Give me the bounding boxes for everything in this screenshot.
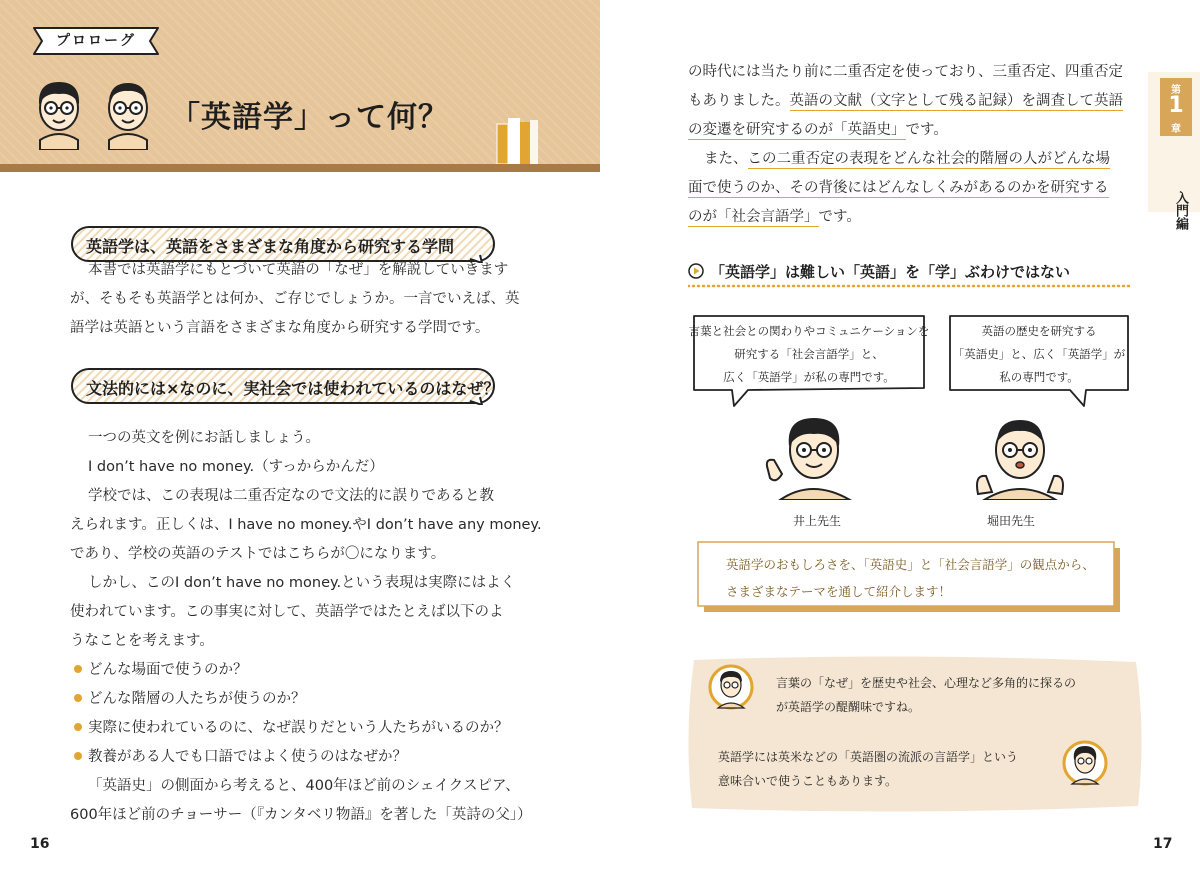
character-name: 堀田先生 bbox=[987, 514, 1036, 528]
chat-line: が英語学の醍醐味ですね。 bbox=[776, 700, 921, 714]
paragraph-line: うなことを考えます。 bbox=[70, 633, 214, 649]
list-item: どんな場面で使うのか？ bbox=[74, 656, 248, 685]
paragraph-line: が、そもそも英語学とは何か、ご存じでしょうか。一言でいえば、英 bbox=[70, 291, 520, 307]
paragraph-line: であり、学校の英語のテストではこちらが〇になります。 bbox=[70, 546, 446, 562]
summary-line: 英語学のおもしろさを、「英語史」と「社会言語学」の観点から、 bbox=[726, 557, 1095, 572]
paragraph-line: 語学は英語という言語をさまざまな角度から研究する学問です。 bbox=[70, 320, 490, 336]
professor-face-icon bbox=[28, 70, 90, 150]
book-stack-icon bbox=[495, 118, 555, 164]
bullet-dot-icon bbox=[74, 752, 82, 760]
dotted-divider bbox=[688, 284, 1130, 288]
paragraph-line: 「英語史」の側面から考えると、400年ほど前のシェイクスピア、 bbox=[88, 778, 520, 794]
paragraph-line: しかし、このI don’t have no money.という表現は実際にはよく bbox=[88, 575, 516, 591]
list-item: どんな階層の人たちが使うのか？ bbox=[74, 685, 306, 714]
professor-face-icon bbox=[97, 70, 159, 150]
subhead-1: 英語学は、英語をさまざまな角度から研究する学問 bbox=[86, 237, 455, 256]
professor-face-icon bbox=[762, 404, 862, 500]
summary-line: さまざまなテーマを通して紹介します！ bbox=[726, 584, 952, 599]
paragraph-line: の変遷を研究するのが「英語史」です。 bbox=[688, 122, 948, 138]
paragraph-line: I don’t have no money.（すっからかんだ） bbox=[88, 459, 384, 475]
paragraph-line: 一つの英文を例にお話しましょう。 bbox=[88, 430, 320, 446]
avatar bbox=[1062, 740, 1108, 786]
summary-box bbox=[696, 540, 1122, 614]
list-item: 教養がある人でも口語ではよく使うのはなぜか？ bbox=[74, 743, 407, 772]
character-name: 井上先生 bbox=[793, 514, 842, 528]
banner-label: プロローグ bbox=[56, 33, 136, 49]
professor-face-icon bbox=[970, 404, 1070, 500]
paragraph-line: のが「社会言語学」です。 bbox=[688, 209, 861, 225]
page-number: 17 bbox=[1153, 836, 1173, 852]
bubble-line: 言葉と社会との関わりやコミュニケーションを bbox=[688, 324, 930, 338]
bubble-line: 研究する「社会言語学」と、 bbox=[734, 347, 884, 361]
bubble-line: 「英語史」と、広く「英語学」が bbox=[952, 347, 1126, 361]
paragraph-line: の時代には当たり前に二重否定を使っており、三重否定、四重否定 bbox=[688, 64, 1123, 80]
right-page bbox=[600, 0, 1200, 881]
paragraph-line: えられます。正しくは、I have no money.やI don’t have any money. bbox=[70, 517, 542, 533]
paragraph-line: 学校では、この表現は二重否定なので文法的に誤りであると教 bbox=[88, 488, 494, 504]
chat-line: 意味合いで使うこともあります。 bbox=[718, 774, 898, 788]
chapter-label: 入門編 bbox=[1173, 190, 1188, 230]
paragraph-line: 本書では英語学にもとづいて英語の「なぜ」を解説していきます bbox=[88, 262, 509, 278]
paragraph-line: また、この二重否定の表現をどんな社会的階層の人がどんな場 bbox=[704, 151, 1110, 167]
bubble-line: 私の専門です。 bbox=[999, 370, 1079, 384]
paragraph-line: もありました。英語の文献（文字として残る記録）を調査して英語 bbox=[688, 93, 1123, 109]
chat-line: 言葉の「なぜ」を歴史や社会、心理など多角的に探るの bbox=[776, 676, 1077, 690]
page-title: 「英語学」って何？ bbox=[170, 100, 449, 135]
paragraph-line: 使われています。この事実に対して、英語学ではたとえば以下のよ bbox=[70, 604, 504, 620]
subhead-2: 文法的には×なのに、実社会では使われているのはなぜ？ bbox=[86, 379, 500, 398]
bubble-line: 広く「英語学」が私の専門です。 bbox=[723, 370, 895, 384]
chapter-number-badge: 第 1 章 bbox=[1160, 78, 1192, 136]
section-heading: 「英語学」は難しい「英語」を「学」ぶわけではない bbox=[710, 263, 1071, 281]
paragraph-line: 600年ほど前のチョーサー（『カンタベリ物語』を著した「英詩の父」） bbox=[70, 807, 532, 823]
page-number: 16 bbox=[30, 836, 50, 852]
list-item: 実際に使われているのに、なぜ誤りだという人たちがいるのか？ bbox=[74, 714, 509, 743]
paragraph-line: 面で使うのか、その背後にはどんなしくみがあるのかを研究する bbox=[688, 180, 1109, 196]
bubble-line: 英語の歴史を研究する bbox=[981, 324, 1097, 338]
play-triangle-icon bbox=[688, 263, 704, 279]
bullet-dot-icon bbox=[74, 723, 82, 731]
chat-line: 英語学には英米などの「英語圏の流派の言語学」という bbox=[718, 750, 1019, 764]
bullet-dot-icon bbox=[74, 665, 82, 673]
bullet-dot-icon bbox=[74, 694, 82, 702]
avatar bbox=[708, 664, 754, 710]
